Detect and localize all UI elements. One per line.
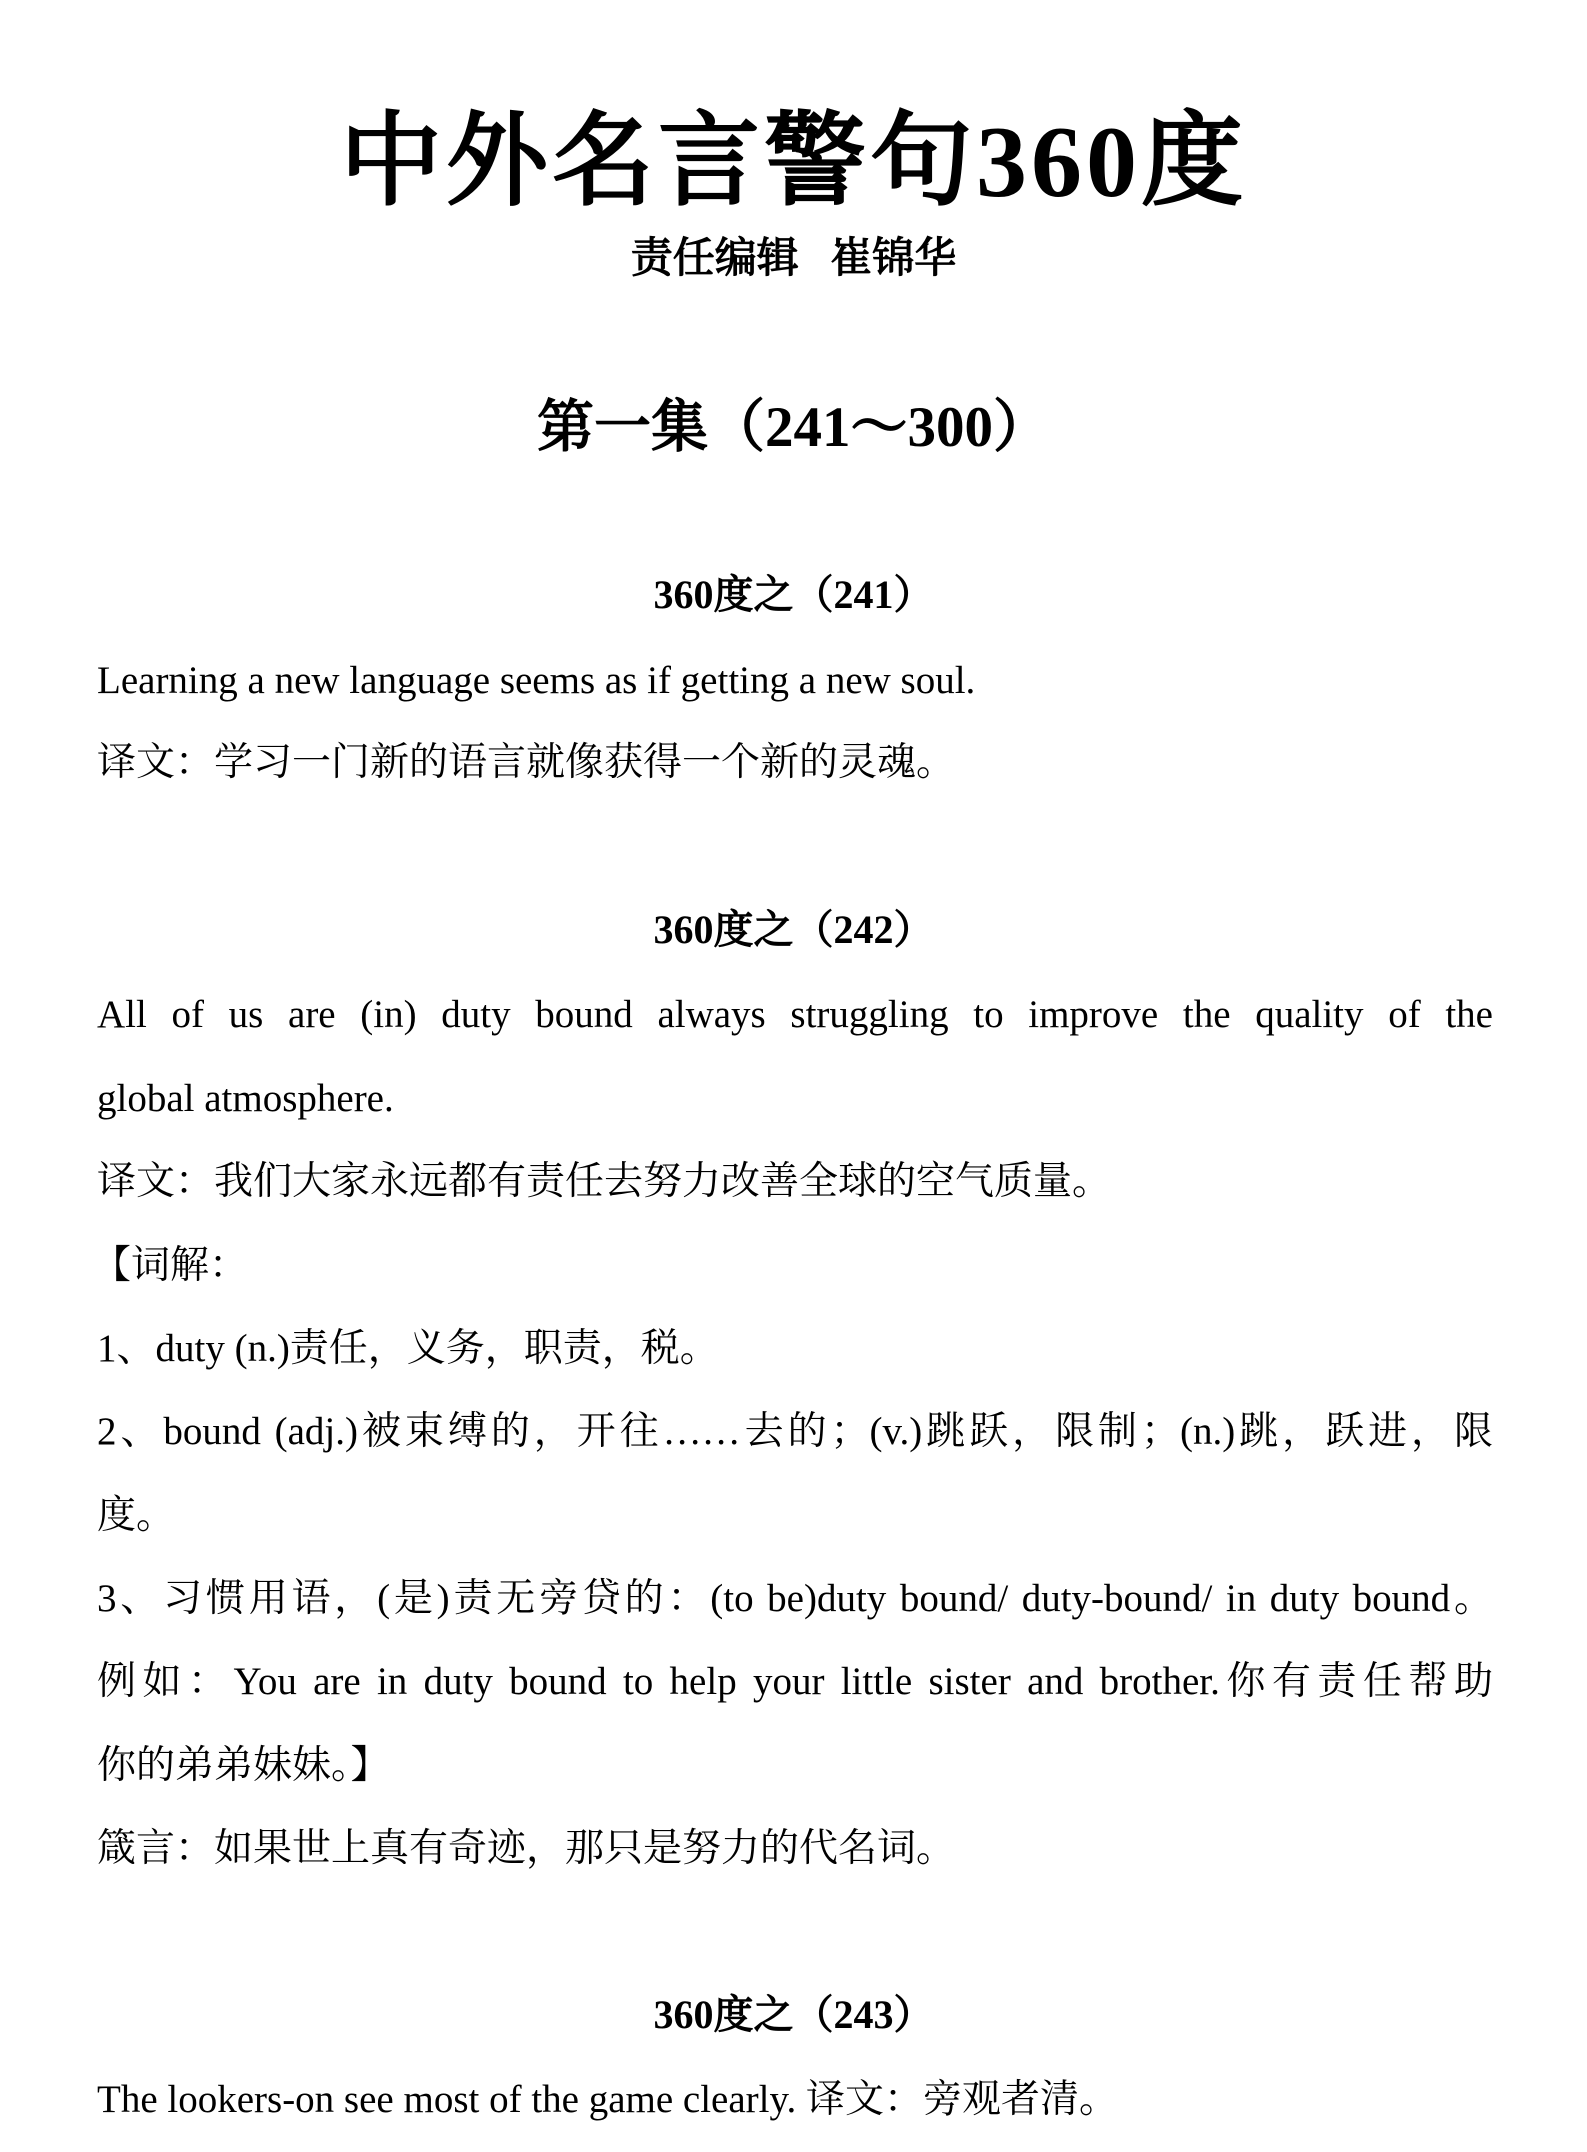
section-heading-241: 360度之（241） <box>653 572 934 617</box>
gloss-item-2-line1: 2、bound (adj.)被束缚的，开往……去的；(v.)跳跃，限制；(n.)跳，跃进，限 <box>97 1410 1493 1453</box>
gloss-item-2-line2: 度。 <box>97 1494 176 1537</box>
quote-english-translation-243: The lookers-on see most of the game clearly. 译文：旁观者清。 <box>97 2078 1118 2121</box>
example-line1: 例如：You are in duty bound to help your little sister and brother.你有责任帮助 <box>97 1660 1493 1703</box>
quote-translation-242: 译文：我们大家永远都有责任去努力改善全球的空气质量。 <box>97 1160 1112 1203</box>
gloss-item-1: 1、duty (n.)责任，义务，职责，税。 <box>97 1327 719 1370</box>
motto-242: 箴言：如果世上真有奇迹，那只是努力的代名词。 <box>97 1827 956 1870</box>
quote-english-241: Learning a new language seems as if getting a new soul. <box>97 659 976 702</box>
volume-heading: 第一集（241～300） <box>537 396 1050 459</box>
quote-translation-241: 译文：学习一门新的语言就像获得一个新的灵魂。 <box>97 741 956 784</box>
gloss-item-3: 3、习惯用语，(是)责无旁贷的：(to be)duty bound/ duty-bound/ in duty bound。 <box>97 1577 1493 1620</box>
quote-english-242-line2: global atmosphere. <box>97 1077 394 1120</box>
section-heading-243: 360度之（243） <box>653 1992 934 2037</box>
editor-credit: 责任编辑 崔锦华 <box>630 236 957 282</box>
section-heading-242: 360度之（242） <box>653 907 934 952</box>
document-title: 中外名言警句360度 <box>340 106 1247 219</box>
quote-english-242-line1: All of us are (in) duty bound always struggling to improve the quality of the <box>97 993 1493 1036</box>
glossary-open: 【词解： <box>92 1244 249 1287</box>
example-line2: 你的弟弟妹妹。】 <box>97 1744 390 1787</box>
